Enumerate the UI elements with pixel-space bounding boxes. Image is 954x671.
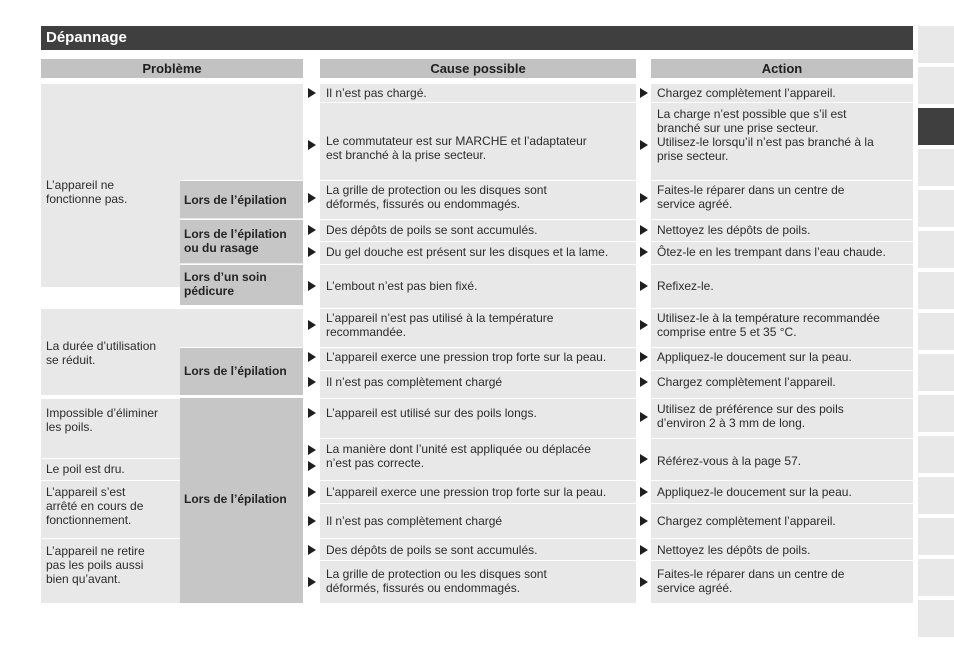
arrow-icon (308, 516, 316, 526)
side-tab[interactable] (918, 313, 954, 350)
arrow-icon (640, 320, 648, 330)
header-action: Action (651, 59, 913, 78)
row-divider (651, 102, 913, 103)
row-divider (320, 438, 636, 439)
cause-text: Le commutateur est sur MARCHE et l’adaptateur est branché à la prise secteur. (326, 134, 587, 162)
cause-text: Il n’est pas complètement chargé (326, 375, 503, 389)
sub-condition: Lors de l’épilation (184, 364, 287, 378)
row-divider (651, 219, 913, 220)
row-divider (651, 538, 913, 539)
arrow-icon (308, 88, 316, 98)
side-tab[interactable] (918, 26, 954, 63)
row-divider (651, 480, 913, 481)
row-divider (320, 347, 636, 348)
row-divider (651, 264, 913, 265)
cause-text: Il n’est pas complètement chargé (326, 514, 503, 528)
action-text: Chargez complètement l’appareil. (657, 514, 836, 528)
row-divider (651, 560, 913, 561)
row-divider (320, 538, 636, 539)
arrow-icon (308, 377, 316, 387)
page-title: Dépannage (41, 26, 913, 50)
cause-text: L’appareil n’est pas utilisé à la température recommandée. (326, 311, 554, 339)
arrow-icon (308, 225, 316, 235)
sub-condition: Lors de l’épilation (184, 193, 287, 207)
arrow-icon (308, 247, 316, 257)
action-text: Appliquez-le doucement sur la peau. (657, 485, 852, 499)
row-divider (41, 480, 180, 481)
cause-text: L’appareil exerce une pression trop forte sur la peau. (326, 485, 607, 499)
row-divider (41, 458, 180, 459)
cause-text: Des dépôts de poils se sont accumulés. (326, 223, 538, 237)
row-divider (180, 180, 303, 181)
row-divider (651, 308, 913, 309)
action-text: Utilisez-le à la température recommandée comprise entre 5 et 35 °C. (657, 311, 880, 339)
row-divider (320, 480, 636, 481)
arrow-icon (640, 412, 648, 422)
side-tab[interactable] (918, 231, 954, 268)
arrow-icon (308, 545, 316, 555)
action-text: Ôtez-le en les trempant dans l’eau chaude. (657, 245, 886, 259)
cause-text: L’appareil exerce une pression trop forte sur la peau. (326, 350, 607, 364)
row-divider (180, 264, 303, 265)
action-text: Nettoyez les dépôts de poils. (657, 223, 811, 237)
row-divider (320, 102, 636, 103)
row-divider (320, 503, 636, 504)
cause-text: Il n’est pas chargé. (326, 86, 427, 100)
arrow-icon (308, 140, 316, 150)
side-tab[interactable] (918, 354, 954, 391)
arrow-icon (640, 487, 648, 497)
arrow-icon (308, 487, 316, 497)
action-text: Faites-le réparer dans un centre de service agréé. (657, 183, 845, 211)
arrow-icon (308, 352, 316, 362)
cause-text: La grille de protection ou les disques sont déformés, fissurés ou endommagés. (326, 567, 547, 595)
side-tab[interactable] (918, 436, 954, 473)
arrow-icon (640, 247, 648, 257)
row-divider (320, 560, 636, 561)
sub-condition: Lors de l’épilation ou du rasage (184, 227, 287, 255)
row-divider (180, 308, 303, 309)
arrow-icon (640, 454, 648, 464)
side-tab[interactable] (918, 395, 954, 432)
problem-text: L’appareil ne fonctionne pas. (46, 178, 128, 206)
arrow-icon (640, 377, 648, 387)
row-divider (651, 503, 913, 504)
arrow-icon (308, 577, 316, 587)
side-tab[interactable] (918, 108, 954, 145)
side-tab[interactable] (918, 518, 954, 555)
row-divider (320, 180, 636, 181)
side-tab[interactable] (918, 149, 954, 186)
row-divider (320, 398, 636, 399)
side-tab[interactable] (918, 190, 954, 227)
header-cause: Cause possible (320, 59, 636, 78)
row-divider (320, 370, 636, 371)
arrow-icon (640, 140, 648, 150)
action-text: Utilisez de préférence sur des poils d’environ 2 à 3 mm de long. (657, 402, 844, 430)
action-text: Chargez complètement l’appareil. (657, 375, 836, 389)
arrow-icon (308, 320, 316, 330)
action-text: Référez-vous à la page 57. (657, 454, 802, 468)
arrow-icon (308, 445, 316, 455)
cause-text: Du gel douche est présent sur les disques et la lame. (326, 245, 609, 259)
arrow-icon (308, 461, 316, 471)
sub-condition: Lors de l’épilation (184, 492, 287, 506)
row-divider (320, 264, 636, 265)
sub-condition: Lors d’un soin pédicure (184, 270, 267, 298)
row-divider (651, 438, 913, 439)
row-divider (320, 219, 636, 220)
arrow-icon (640, 193, 648, 203)
action-text: Nettoyez les dépôts de poils. (657, 543, 811, 557)
side-tab[interactable] (918, 600, 954, 637)
row-divider (41, 538, 180, 539)
problem-text: Le poil est dru. (46, 462, 125, 476)
arrow-icon (640, 88, 648, 98)
action-text: Refixez-le. (657, 279, 714, 293)
arrow-icon (640, 281, 648, 291)
problem-text: L’appareil ne retire pas les poils aussi bien qu’avant. (46, 544, 145, 586)
problem-text: Impossible d’éliminer les poils. (46, 406, 159, 434)
side-tab[interactable] (918, 67, 954, 104)
row-divider (180, 347, 303, 348)
arrow-icon (640, 225, 648, 235)
row-divider (320, 308, 636, 309)
row-divider (320, 241, 636, 242)
side-tab[interactable] (918, 272, 954, 309)
arrow-icon (640, 545, 648, 555)
action-text: Chargez complètement l’appareil. (657, 86, 836, 100)
row-divider (41, 308, 180, 309)
row-divider (651, 241, 913, 242)
row-divider (41, 398, 180, 399)
arrow-icon (640, 577, 648, 587)
row-divider (651, 347, 913, 348)
action-text: La charge n’est possible que s’il est branché sur une prise secteur. Utilisez-le lorsqu’il n’est pas branché à la prise secteur. (657, 107, 874, 163)
cause-text: L’embout n’est pas bien fixé. (326, 279, 478, 293)
cause-text: L’appareil est utilisé sur des poils longs. (326, 406, 537, 420)
arrow-icon (308, 193, 316, 203)
row-divider (651, 370, 913, 371)
arrow-icon (640, 516, 648, 526)
cause-text: Des dépôts de poils se sont accumulés. (326, 543, 538, 557)
problem-text: L’appareil s’est arrêté en cours de fonctionnement. (46, 485, 144, 527)
row-divider (651, 180, 913, 181)
arrow-icon (640, 352, 648, 362)
header-probleme: Problème (41, 59, 303, 78)
side-tab[interactable] (918, 477, 954, 514)
action-text: Appliquez-le doucement sur la peau. (657, 350, 852, 364)
arrow-icon (308, 281, 316, 291)
row-divider (180, 219, 303, 220)
row-divider (651, 398, 913, 399)
side-tab[interactable] (918, 559, 954, 596)
arrow-icon (308, 408, 316, 418)
action-text: Faites-le réparer dans un centre de service agréé. (657, 567, 845, 595)
cause-text: La grille de protection ou les disques sont déformés, fissurés ou endommagés. (326, 183, 547, 211)
problem-text: La durée d’utilisation se réduit. (46, 339, 157, 367)
cause-text: La manière dont l’unité est appliquée ou déplacée n’est pas correcte. (326, 442, 591, 470)
